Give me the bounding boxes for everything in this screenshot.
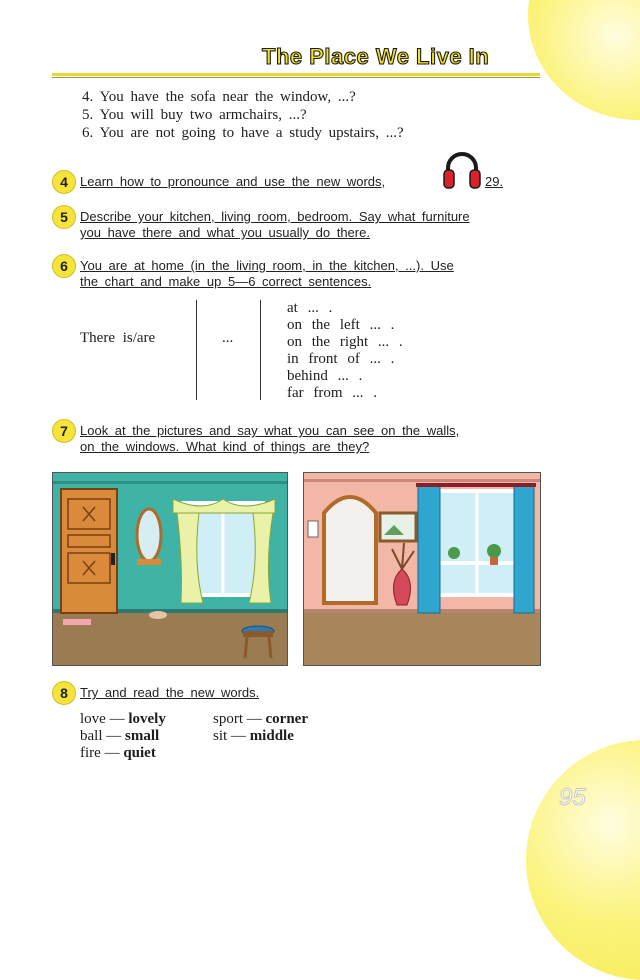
header-rule: [52, 73, 540, 76]
exercise-number-badge: 6: [52, 254, 76, 278]
exercise-instruction: [80, 423, 459, 455]
instruction-line: You are at home (in the living room, in the kitchen, ...). Use: [80, 258, 454, 273]
headphones-icon: [442, 150, 482, 192]
chart-phrase: on the right ... .: [287, 334, 403, 350]
word-list-col2: [213, 711, 308, 745]
exercise-number-badge: 5: [52, 205, 76, 229]
exercise-instruction: [80, 174, 385, 190]
room-illustration-pink: [304, 473, 540, 665]
word-list-col1: [80, 711, 166, 762]
question-item: 6. You are not going to have a study upstairs, ...?: [82, 125, 404, 141]
question-list: [82, 88, 404, 142]
word-pair: sit — middle: [213, 728, 294, 744]
question-item: 5. You will buy two armchairs, ...?: [82, 107, 307, 123]
chart-left-cell: There is/are: [80, 330, 156, 346]
chart-phrase: on the left ... .: [287, 317, 395, 333]
chart-divider: [196, 300, 197, 400]
instruction-line: Look at the pictures and say what you can see on the walls,: [80, 423, 460, 438]
audio-track-number: 29.: [485, 174, 504, 189]
unit-title: The Place We Live In: [262, 44, 490, 69]
room-illustration-teal: [53, 473, 287, 665]
exercise-instruction: Try and read the new words.: [80, 685, 260, 700]
word-pair: fire — quiet: [80, 745, 156, 761]
instruction-line: on the windows. What kind of things are they?: [80, 439, 370, 454]
chart-phrase: behind ... .: [287, 368, 363, 384]
word-pair: sport — corner: [213, 711, 308, 727]
exercise-text: Learn how to pronounce and use the new words,: [80, 174, 386, 189]
chart-divider: [260, 300, 261, 400]
exercise-number-badge: 8: [52, 681, 76, 705]
exercise-number-badge: 7: [52, 419, 76, 443]
instruction-line: you have there and what you usually do there.: [80, 225, 370, 240]
page-number: 95: [559, 784, 586, 811]
instruction-line: Describe your kitchen, living room, bedroom. Say what furniture: [80, 209, 470, 224]
instruction-line: the chart and make up 5—6 correct sentences.: [80, 274, 372, 289]
exercise-number-badge: 4: [52, 170, 76, 194]
chart-middle-cell: ...: [222, 330, 234, 346]
chart-phrase: far from ... .: [287, 385, 378, 401]
header-rule-shadow: [52, 77, 540, 78]
room-picture-pink: [303, 472, 541, 666]
exercise-instruction: [80, 209, 470, 241]
chart-phrase: in front of ... .: [287, 351, 395, 367]
corner-decoration-bottom: [526, 740, 640, 980]
exercise-instruction: [80, 258, 454, 290]
room-picture-teal: [52, 472, 288, 666]
question-item: 4. You have the sofa near the window, ...?: [82, 89, 356, 105]
chart-right-cell: [287, 300, 403, 402]
chart-phrase: at ... .: [287, 300, 333, 316]
word-pair: ball — small: [80, 728, 160, 744]
word-pair: love — lovely: [80, 711, 166, 727]
